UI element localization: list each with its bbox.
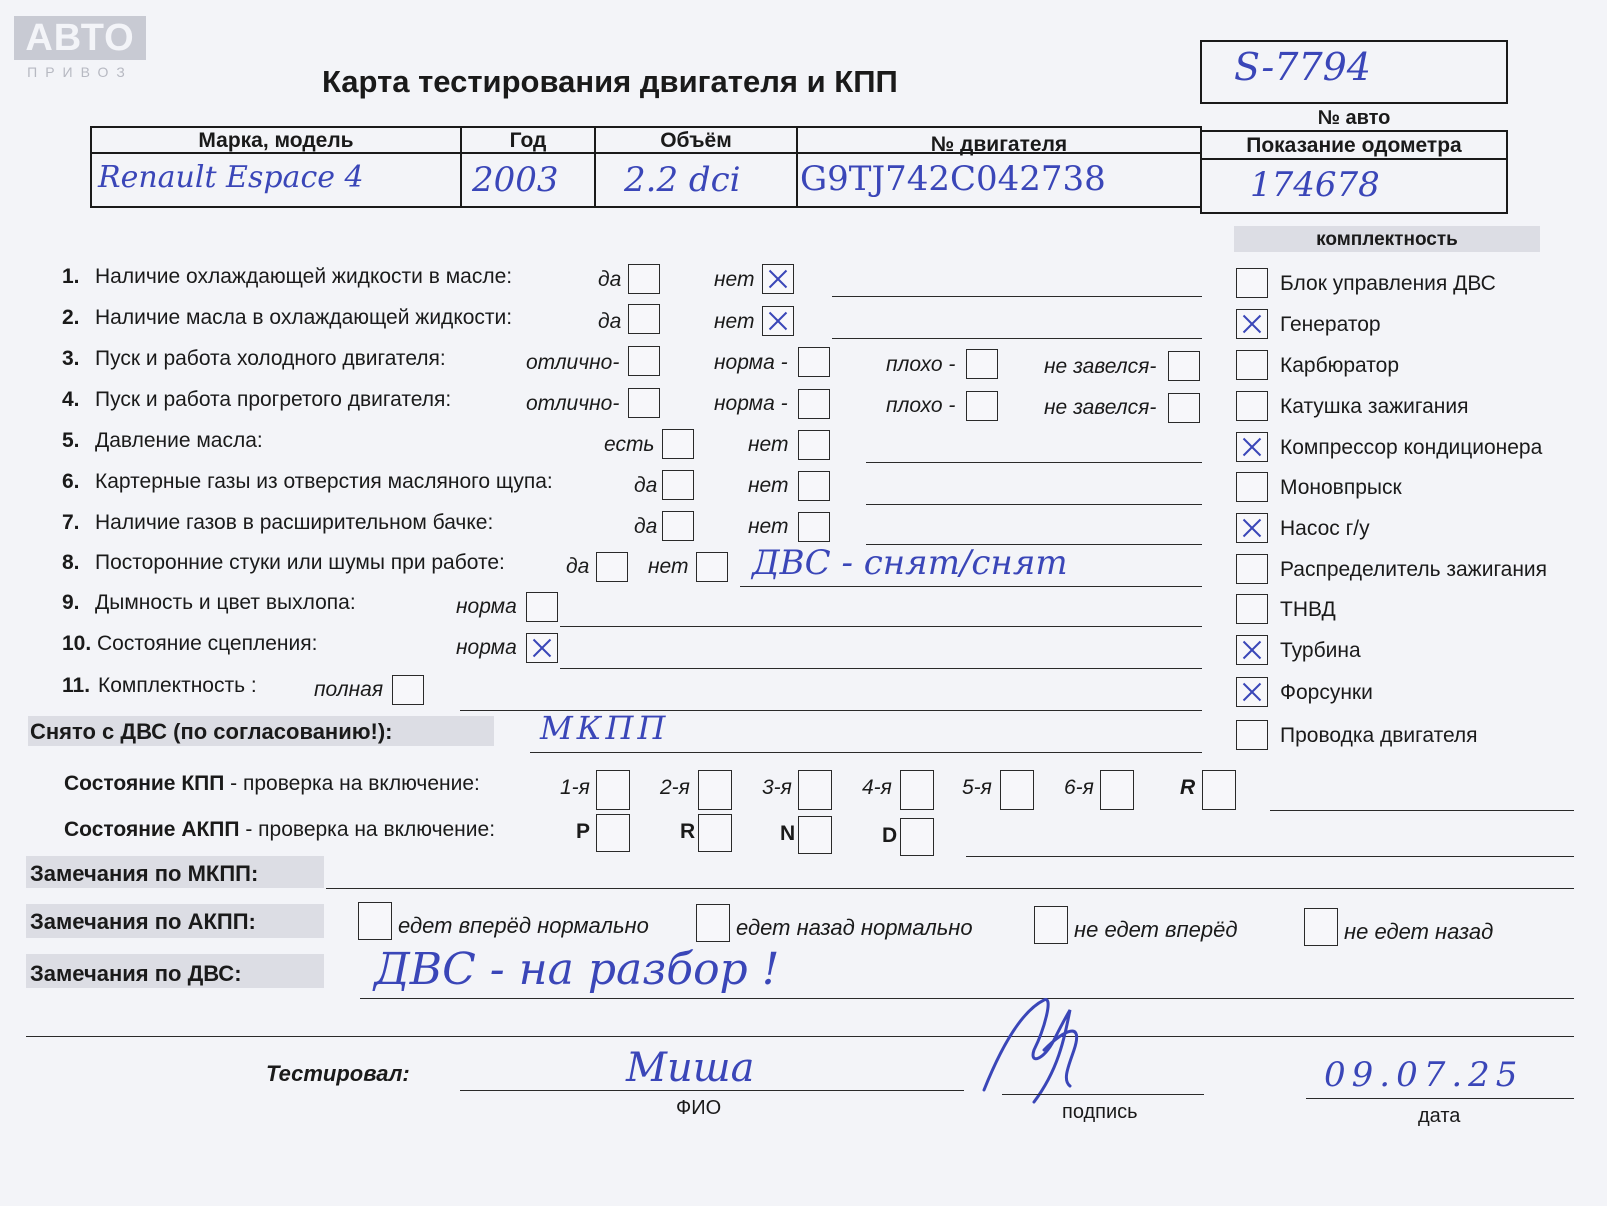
- gear-label: P: [576, 820, 591, 843]
- option-label: отлично-: [526, 351, 620, 374]
- checkbox-akpp-reverse-ok[interactable]: [696, 904, 730, 942]
- akpp-remark-option: едет вперёд нормально: [398, 913, 649, 938]
- remarks-akpp-label: Замечания по АКПП:: [30, 909, 256, 934]
- checkbox-akpp-p[interactable]: [596, 814, 630, 852]
- option-label: да: [634, 515, 658, 538]
- test-label: Давление масла:: [95, 429, 263, 452]
- checkbox-gear-4[interactable]: [900, 770, 934, 810]
- option-label: нет: [748, 515, 789, 538]
- remarks-engine-value: ДВС - на разбор !: [374, 944, 780, 995]
- completeness-item-label: Проводка двигателя: [1280, 724, 1478, 747]
- akpp-label-bold: Состояние АКПП: [64, 818, 240, 841]
- test-num: 1.: [62, 265, 80, 288]
- checkbox-pressure-no[interactable]: [798, 430, 830, 460]
- answer-line: [26, 1036, 1574, 1037]
- checkbox-injectors[interactable]: [1236, 677, 1268, 707]
- mkpp-label-bold: Состояние КПП: [64, 772, 225, 795]
- checkbox-warm-excellent[interactable]: [628, 388, 660, 418]
- answer-line: [866, 504, 1202, 505]
- checkbox-pressure-yes[interactable]: [662, 429, 694, 459]
- completeness-item-label: Компрессор кондиционера: [1280, 436, 1543, 459]
- option-label: нет: [648, 555, 689, 578]
- signature-label: подпись: [1062, 1101, 1138, 1123]
- option-label: да: [598, 268, 622, 291]
- completeness-item-label: Турбина: [1280, 639, 1361, 662]
- completeness-item-label: Блок управления ДВС: [1280, 272, 1496, 295]
- checkbox-akpp-d[interactable]: [900, 818, 934, 856]
- completeness-item-label: Форсунки: [1280, 681, 1373, 704]
- checkbox-gases-no[interactable]: [798, 512, 830, 542]
- akpp-remark-option: не едет назад: [1344, 919, 1494, 944]
- option-label: да: [634, 474, 658, 497]
- checkbox-cold-nostart[interactable]: [1168, 351, 1200, 381]
- checkbox-ecu[interactable]: [1236, 268, 1268, 298]
- akpp-remark-option: не едет вперёд: [1074, 917, 1238, 942]
- test-label: Наличие охлаждающей жидкости в масле:: [95, 265, 513, 288]
- logo-main: АВТО: [14, 16, 146, 60]
- remarks-mkpp-label: Замечания по МКПП:: [30, 861, 259, 886]
- gear-label: 6-я: [1064, 776, 1094, 799]
- test-num: 6.: [62, 470, 80, 493]
- completeness-item-label: Моновпрыск: [1280, 476, 1402, 499]
- answer-line: [832, 296, 1202, 297]
- option-label: полная: [314, 678, 384, 701]
- completeness-item-label: Катушка зажигания: [1280, 395, 1469, 418]
- completeness-item-label: Насос г/у: [1280, 517, 1370, 540]
- gear-label: R: [680, 820, 696, 843]
- answer-line: [326, 888, 1574, 889]
- car-number-value: S-7794: [1234, 45, 1371, 89]
- logo: [14, 16, 146, 80]
- volume-value: 2.2 dci: [624, 160, 741, 200]
- checkbox-akpp-forward-ok[interactable]: [358, 902, 392, 940]
- option-label: есть: [604, 433, 655, 456]
- odometer-value: 174678: [1250, 165, 1380, 205]
- checkbox-ac-compressor[interactable]: [1236, 432, 1268, 462]
- checkbox-gases-yes[interactable]: [662, 511, 694, 541]
- checkbox-clutch-normal[interactable]: [526, 633, 558, 663]
- checkbox-gear-r[interactable]: [1202, 770, 1236, 810]
- completeness-item-label: ТНВД: [1280, 598, 1336, 621]
- answer-line: [866, 462, 1202, 463]
- checkbox-warm-normal[interactable]: [798, 389, 830, 419]
- logo-sub: ПРИВОЗ: [27, 64, 133, 80]
- gear-label: N: [780, 822, 796, 845]
- checkbox-akpp-r[interactable]: [698, 814, 732, 852]
- option-label: норма: [456, 595, 517, 618]
- odometer-label: Показание одометра: [1246, 134, 1462, 157]
- test-num: 4.: [62, 388, 80, 411]
- checkbox-generator[interactable]: [1236, 309, 1268, 339]
- test-num: 5.: [62, 429, 80, 452]
- checkbox-carburetor[interactable]: [1236, 350, 1268, 380]
- checkbox-gear-3[interactable]: [798, 770, 832, 810]
- remarks-engine-label: Замечания по ДВС:: [30, 961, 242, 986]
- fio-label: ФИО: [676, 1097, 722, 1119]
- checkbox-gear-2[interactable]: [698, 770, 732, 810]
- option-label: нет: [748, 433, 789, 456]
- test-label: Посторонние стуки или шумы при работе:: [95, 551, 505, 574]
- date-label: дата: [1418, 1105, 1461, 1127]
- gear-label: 2-я: [660, 776, 690, 799]
- page-title: Карта тестирования двигателя и КПП: [322, 64, 898, 99]
- option-label: не завелся-: [1044, 355, 1157, 378]
- option-label: нет: [748, 474, 789, 497]
- signature-line: [1002, 1094, 1204, 1095]
- checkbox-akpp-no-reverse[interactable]: [1304, 908, 1338, 946]
- mkpp-label-rest: - проверка на включение:: [224, 772, 480, 795]
- akpp-label: [64, 818, 495, 842]
- engine-number-value: G9TJ742C042738: [800, 159, 1106, 199]
- akpp-label-rest: - проверка на включение:: [239, 818, 496, 841]
- option-label: отлично-: [526, 392, 620, 415]
- test-num: 11.: [62, 674, 91, 697]
- test-num: 3.: [62, 347, 80, 370]
- option-label: норма -: [714, 392, 788, 415]
- checkbox-distributor[interactable]: [1236, 554, 1268, 584]
- checkbox-noise-no[interactable]: [696, 552, 728, 582]
- option-label: да: [598, 310, 622, 333]
- option-label: нет: [714, 310, 755, 333]
- checkbox-crankcase-yes[interactable]: [662, 470, 694, 500]
- test-label: Пуск и работа прогретого двигателя:: [95, 388, 452, 411]
- date-value: 09.07.25: [1324, 1055, 1524, 1095]
- checkbox-oil-no[interactable]: [762, 306, 794, 336]
- answer-line: [966, 856, 1574, 857]
- option-label: норма -: [714, 351, 788, 374]
- test-num: 8.: [62, 551, 80, 574]
- brand-value: Renault Espace 4: [98, 160, 364, 195]
- gear-label: 1-я: [560, 776, 590, 799]
- checkbox-power-steering-pump[interactable]: [1236, 513, 1268, 543]
- checkbox-cold-excellent[interactable]: [628, 346, 660, 376]
- gear-label: R: [1180, 776, 1196, 799]
- test-num: 2.: [62, 306, 80, 329]
- test-num: 10.: [62, 632, 92, 655]
- checkbox-monoinjection[interactable]: [1236, 472, 1268, 502]
- checkbox-exhaust-normal[interactable]: [526, 592, 558, 622]
- option-label: нет: [714, 268, 755, 291]
- akpp-remark-option: едет назад нормально: [736, 915, 973, 940]
- checkbox-cold-bad[interactable]: [966, 349, 998, 379]
- brand-label: Марка, модель: [198, 129, 354, 152]
- checkbox-gear-5[interactable]: [1000, 770, 1034, 810]
- noise-note: ДВС - снят/снят: [752, 543, 1068, 583]
- checkbox-warm-bad[interactable]: [966, 391, 998, 421]
- volume-label: Объём: [660, 129, 732, 152]
- engine-number-label: № двигателя: [930, 133, 1068, 156]
- option-label: да: [566, 555, 590, 578]
- answer-line: [1270, 810, 1574, 811]
- checkbox-warm-nostart[interactable]: [1168, 393, 1200, 423]
- completeness-title: комплектность: [1316, 229, 1458, 250]
- year-value: 2003: [472, 160, 559, 200]
- checkbox-coolant-yes[interactable]: [628, 264, 660, 294]
- test-label: Состояние сцепления:: [97, 632, 318, 655]
- checkbox-noise-yes[interactable]: [596, 552, 628, 582]
- answer-line: [530, 752, 1202, 753]
- tested-label: Тестировал:: [266, 1061, 410, 1086]
- test-num: 9.: [62, 591, 80, 614]
- test-label: Комплектность :: [98, 674, 257, 697]
- checkbox-akpp-n[interactable]: [798, 816, 832, 854]
- name-line: [460, 1090, 964, 1091]
- checkbox-coolant-no[interactable]: [762, 264, 794, 294]
- test-label: Картерные газы из отверстия масляного щупа:: [95, 470, 553, 493]
- completeness-item-label: Карбюратор: [1280, 354, 1400, 377]
- completeness-item-label: Генератор: [1280, 313, 1381, 336]
- gear-label: 4-я: [862, 776, 892, 799]
- answer-line: [360, 998, 1574, 999]
- checkbox-crankcase-no[interactable]: [798, 471, 830, 501]
- answer-line: [560, 668, 1202, 669]
- tester-name: Миша: [626, 1045, 755, 1091]
- year-label: Год: [509, 129, 547, 152]
- answer-line: [560, 626, 1202, 627]
- checkbox-complete-full[interactable]: [392, 675, 424, 705]
- test-num: 7.: [62, 511, 80, 534]
- checkbox-gear-1[interactable]: [596, 770, 630, 810]
- signature-drawing: [974, 990, 1114, 1110]
- answer-line: [740, 586, 1202, 587]
- gear-label: 5-я: [962, 776, 992, 799]
- checkbox-ignition-coil[interactable]: [1236, 391, 1268, 421]
- checkbox-engine-wiring[interactable]: [1236, 720, 1268, 750]
- test-label: Пуск и работа холодного двигателя:: [95, 347, 446, 370]
- checkbox-cold-normal[interactable]: [798, 347, 830, 377]
- test-label: Наличие газов в расширительном бачке:: [95, 511, 494, 534]
- date-line: [1306, 1098, 1574, 1099]
- checkbox-turbine[interactable]: [1236, 635, 1268, 665]
- gear-label: 3-я: [762, 776, 792, 799]
- gear-label: D: [882, 824, 898, 847]
- removed-value: МКПП: [540, 709, 670, 747]
- checkbox-akpp-no-forward[interactable]: [1034, 906, 1068, 944]
- option-label: плохо -: [886, 394, 956, 417]
- checkbox-gear-6[interactable]: [1100, 770, 1134, 810]
- test-label: Дымность и цвет выхлопа:: [95, 591, 356, 614]
- answer-line: [832, 338, 1202, 339]
- test-label: Наличие масла в охлаждающей жидкости:: [95, 306, 513, 329]
- checkbox-oil-yes[interactable]: [628, 304, 660, 334]
- option-label: не завелся-: [1044, 396, 1157, 419]
- option-label: норма: [456, 636, 517, 659]
- mkpp-label: [64, 772, 480, 796]
- checkbox-injection-pump[interactable]: [1236, 594, 1268, 624]
- option-label: плохо -: [886, 353, 956, 376]
- car-number-label: № авто: [1317, 107, 1391, 129]
- completeness-item-label: Распределитель зажигания: [1280, 558, 1548, 581]
- removed-label: Снято с ДВС (по согласованию!):: [30, 719, 393, 744]
